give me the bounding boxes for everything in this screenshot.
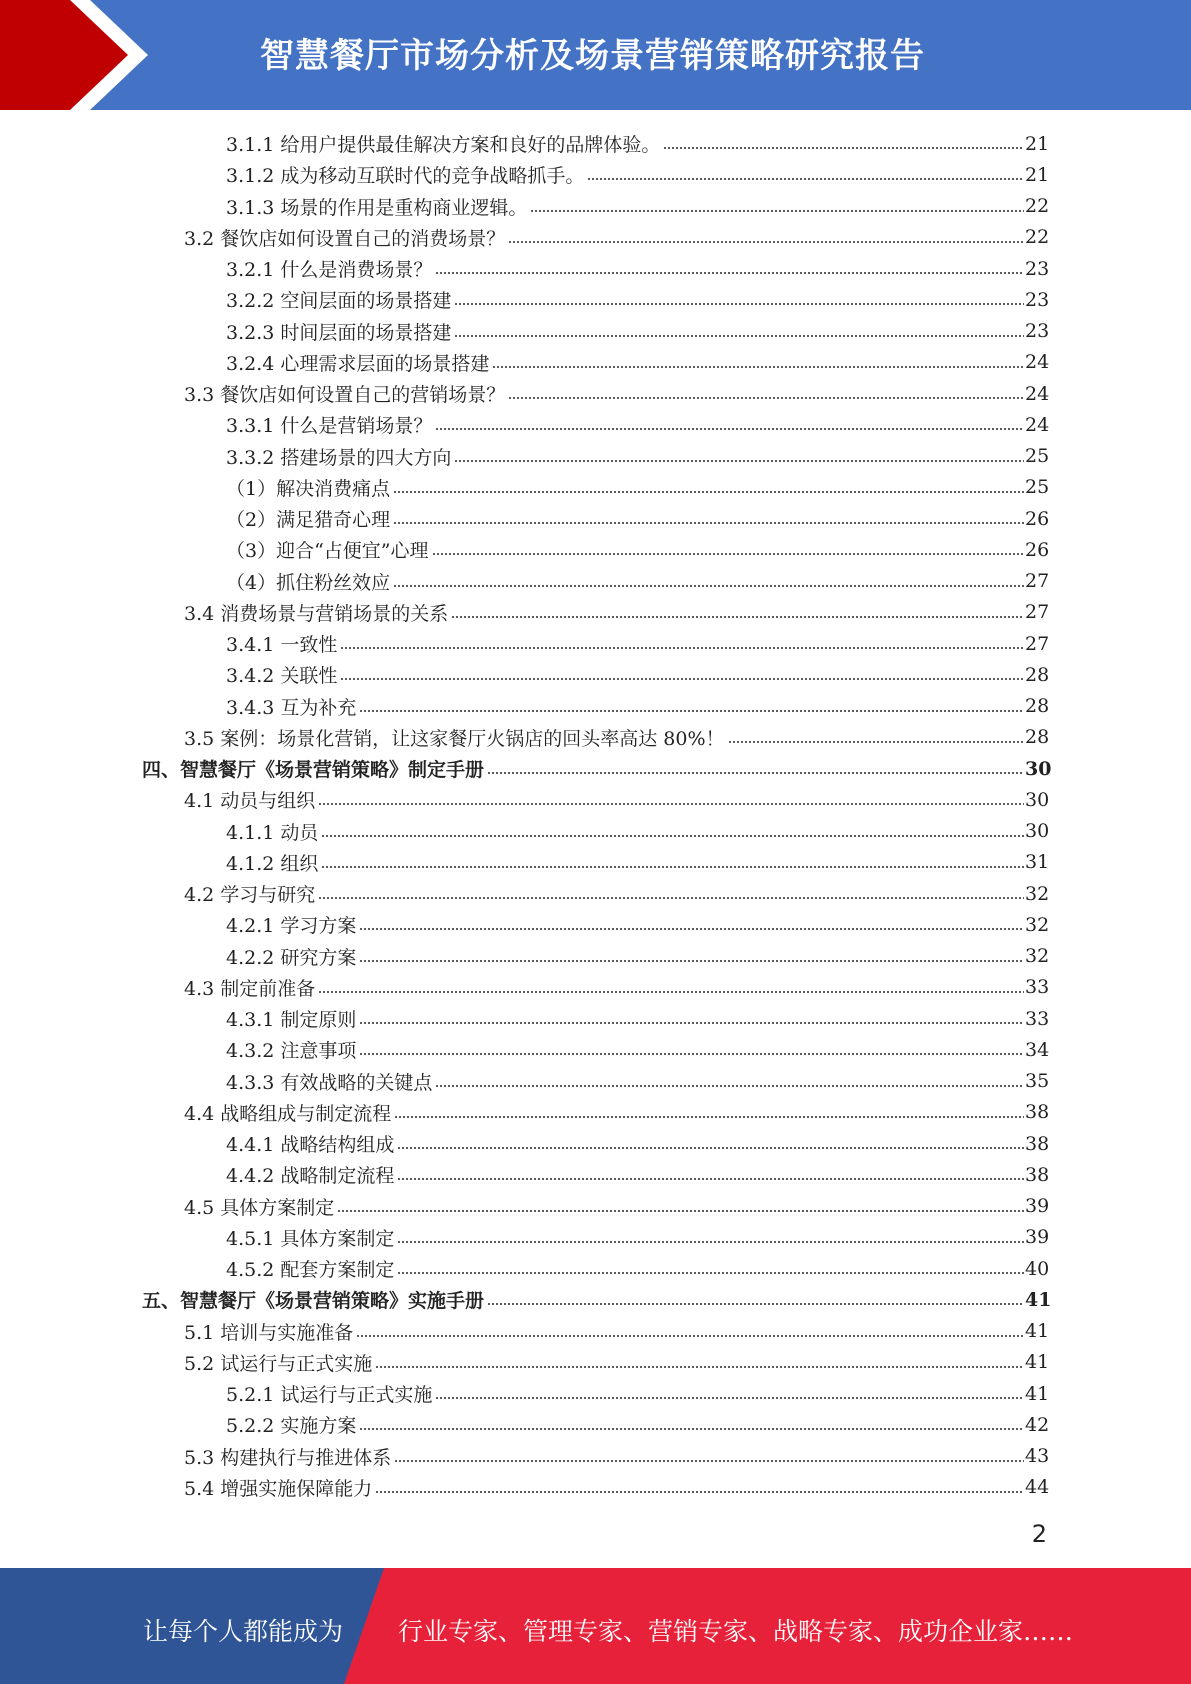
toc-entry-title: （4）抓住粉丝效应	[226, 571, 391, 594]
toc-dot-leader	[359, 1021, 1024, 1025]
toc-entry-title: 3.4.3 互为补充	[226, 696, 357, 719]
toc-entry-title: 4.1 动员与组织	[184, 790, 316, 813]
toc-entry[interactable]	[0, 597, 1049, 628]
page-header	[0, 0, 1191, 110]
toc-entry-page: 24	[1025, 413, 1050, 436]
toc-entry-title: 4.4.1 战略结构组成	[226, 1134, 395, 1157]
toc-entry-page: 25	[1025, 476, 1050, 499]
toc-entry[interactable]	[0, 222, 1049, 253]
toc-entry[interactable]	[0, 1128, 1049, 1159]
toc-entry[interactable]	[0, 347, 1049, 378]
toc-entry-title: 3.2.4 心理需求层面的场景搭建	[226, 352, 490, 375]
toc-entry-title: 4.3.3 有效战略的关键点	[226, 1071, 433, 1094]
toc-entry-page: 39	[1025, 1226, 1050, 1249]
toc-dot-leader	[454, 334, 1024, 338]
toc-entry-page: 31	[1025, 851, 1050, 874]
toc-entry-page: 28	[1025, 695, 1050, 718]
toc-dot-leader	[359, 959, 1024, 963]
toc-entry-title: 5.4 增强实施保障能力	[184, 1477, 373, 1500]
toc-entry-title: 3.2.3 时间层面的场景搭建	[226, 321, 452, 344]
toc-entry[interactable]	[0, 191, 1049, 222]
toc-entry-page: 26	[1025, 538, 1050, 561]
toc-dot-leader	[340, 646, 1024, 650]
toc-dot-leader	[394, 1115, 1024, 1119]
toc-entry-page: 32	[1025, 945, 1050, 968]
toc-entry-title: 四、智慧餐厅《场景营销策略》制定手册	[142, 759, 485, 782]
toc-entry[interactable]	[0, 128, 1049, 159]
toc-entry-page: 42	[1025, 1413, 1050, 1436]
toc-entry-title: （3）迎合“占便宜”心理	[226, 540, 429, 563]
toc-entry-page: 41	[1025, 1320, 1050, 1343]
toc-entry-title: 5.2.1 试运行与正式实施	[226, 1384, 433, 1407]
toc-entry-title: 3.4 消费场景与营销场景的关系	[184, 602, 449, 625]
toc-entry-page: 27	[1025, 570, 1050, 593]
toc-entry-title: 4.3.1 制定原则	[226, 1009, 357, 1032]
toc-dot-leader	[454, 302, 1024, 306]
toc-entry-title: 4.3 制定前准备	[184, 977, 316, 1000]
toc-dot-leader	[432, 552, 1024, 556]
toc-entry-page: 38	[1025, 1132, 1050, 1155]
toc-entry[interactable]	[0, 847, 1049, 878]
toc-entry-title: 4.1.1 动员	[226, 821, 319, 844]
toc-entry-title: 3.2.2 空间层面的场景搭建	[226, 290, 452, 313]
toc-entry-title: 4.5.1 具体方案制定	[226, 1227, 395, 1250]
toc-entry[interactable]	[0, 1003, 1049, 1034]
toc-entry[interactable]	[0, 409, 1049, 440]
toc-entry-page: 23	[1025, 257, 1050, 280]
toc-entry[interactable]	[0, 628, 1049, 659]
toc-entry[interactable]	[0, 566, 1049, 597]
toc-entry[interactable]	[0, 316, 1049, 347]
toc-entry-title: 3.1.1 给用户提供最佳解决方案和良好的品牌体验。	[226, 134, 661, 157]
toc-entry-title: 4.1.2 组织	[226, 852, 319, 875]
toc-dot-leader	[375, 1490, 1024, 1494]
toc-entry[interactable]	[0, 816, 1049, 847]
toc-entry[interactable]	[0, 753, 1052, 784]
toc-entry-title: 3.2 餐饮店如何设置自己的消费场景？	[184, 227, 506, 250]
toc-entry-page: 41	[1025, 1288, 1052, 1311]
toc-entry-page: 35	[1025, 1070, 1050, 1093]
toc-entry-page: 24	[1025, 382, 1050, 405]
toc-entry[interactable]	[0, 909, 1049, 940]
toc-entry-title: 3.1.3 场景的作用是重构商业逻辑。	[226, 196, 528, 219]
toc-dot-leader	[663, 146, 1024, 150]
toc-entry[interactable]	[0, 284, 1049, 315]
toc-entry[interactable]	[0, 784, 1049, 815]
table-of-contents	[0, 128, 1191, 1503]
toc-dot-leader	[487, 1302, 1024, 1306]
toc-entry[interactable]	[0, 1347, 1049, 1378]
toc-entry-title: 4.2.2 研究方案	[226, 946, 357, 969]
toc-entry-title: 5.2.2 实施方案	[226, 1415, 357, 1438]
toc-dot-leader	[508, 396, 1024, 400]
toc-entry-page: 28	[1025, 663, 1050, 686]
toc-dot-leader	[337, 1209, 1024, 1213]
toc-entry-page: 39	[1025, 1195, 1050, 1218]
toc-entry-title: 4.2 学习与研究	[184, 884, 316, 907]
toc-entry[interactable]	[0, 1472, 1049, 1503]
toc-dot-leader	[393, 521, 1024, 525]
toc-entry-page: 26	[1025, 507, 1050, 530]
toc-entry-page: 44	[1025, 1476, 1050, 1499]
toc-dot-leader	[530, 209, 1024, 213]
toc-entry-page: 22	[1025, 226, 1050, 249]
toc-entry-title: 3.3.2 搭建场景的四大方向	[226, 446, 452, 469]
toc-entry-page: 38	[1025, 1101, 1050, 1124]
toc-dot-leader	[359, 709, 1024, 713]
toc-entry-page: 30	[1025, 757, 1052, 780]
toc-entry[interactable]	[0, 1222, 1049, 1253]
toc-entry[interactable]	[0, 253, 1049, 284]
toc-entry[interactable]	[0, 1409, 1049, 1440]
toc-dot-leader	[321, 834, 1024, 838]
toc-dot-leader	[318, 802, 1024, 806]
toc-entry-title: 3.3 餐饮店如何设置自己的营销场景？	[184, 384, 506, 407]
page-footer	[0, 1568, 1191, 1684]
toc-dot-leader	[340, 677, 1024, 681]
toc-entry[interactable]	[0, 659, 1049, 690]
toc-entry-page: 28	[1025, 726, 1050, 749]
toc-entry[interactable]	[0, 159, 1049, 190]
toc-dot-leader	[359, 1052, 1024, 1056]
toc-entry[interactable]	[0, 1066, 1049, 1097]
toc-entry[interactable]	[0, 1253, 1049, 1284]
toc-entry-title: （1）解决消费痛点	[226, 477, 391, 500]
toc-entry-title: 5.1 培训与实施准备	[184, 1321, 354, 1344]
toc-entry[interactable]	[0, 722, 1049, 753]
toc-entry-title: 3.4.1 一致性	[226, 634, 338, 657]
toc-entry-title: 3.5 案例：场景化营销，让这家餐厅火锅店的回头率高达 80%！	[184, 727, 725, 750]
toc-entry[interactable]	[0, 1441, 1049, 1472]
toc-entry-title: 3.1.2 成为移动互联时代的竞争战略抓手。	[226, 165, 585, 188]
toc-entry-page: 41	[1025, 1382, 1050, 1405]
toc-entry-title: 4.5.2 配套方案制定	[226, 1259, 395, 1282]
toc-dot-leader	[375, 1365, 1024, 1369]
toc-entry-page: 22	[1025, 195, 1050, 218]
toc-entry-title: 4.4.2 战略制定流程	[226, 1165, 395, 1188]
toc-dot-leader	[435, 271, 1024, 275]
toc-entry-page: 43	[1025, 1445, 1050, 1468]
toc-entry-page: 32	[1025, 913, 1050, 936]
toc-dot-leader	[435, 427, 1024, 431]
footer-slogan-right: 行业专家、管理专家、营销专家、战略专家、成功企业家……	[398, 1617, 1074, 1646]
toc-entry[interactable]	[0, 1097, 1049, 1128]
toc-entry-page: 30	[1025, 788, 1050, 811]
toc-dot-leader	[321, 865, 1024, 869]
toc-dot-leader	[394, 1459, 1024, 1463]
toc-entry[interactable]	[0, 1316, 1049, 1347]
toc-entry-title: 3.3.1 什么是营销场景？	[226, 415, 433, 438]
toc-dot-leader	[587, 177, 1024, 181]
toc-dot-leader	[397, 1271, 1024, 1275]
toc-entry[interactable]	[0, 941, 1049, 972]
toc-entry-title: 4.3.2 注意事项	[226, 1040, 357, 1063]
document-title: 智慧餐厅市场分析及场景营销策略研究报告	[260, 36, 925, 76]
toc-dot-leader	[397, 1146, 1024, 1150]
toc-entry-page: 21	[1025, 163, 1050, 186]
toc-entry-title: 3.2.1 什么是消费场景？	[226, 259, 433, 282]
toc-entry[interactable]	[0, 1034, 1049, 1065]
toc-entry[interactable]	[0, 378, 1049, 409]
toc-entry-page: 21	[1025, 132, 1050, 155]
toc-entry[interactable]	[0, 472, 1049, 503]
toc-entry[interactable]	[0, 441, 1049, 472]
toc-entry-page: 33	[1025, 976, 1050, 999]
toc-dot-leader	[397, 1177, 1024, 1181]
toc-entry-page: 30	[1025, 820, 1050, 843]
toc-dot-leader	[397, 1240, 1024, 1244]
toc-entry-title: 4.2.1 学习方案	[226, 915, 357, 938]
toc-entry-page: 23	[1025, 320, 1050, 343]
toc-entry-page: 34	[1025, 1038, 1050, 1061]
toc-entry-page: 33	[1025, 1007, 1050, 1030]
toc-dot-leader	[359, 1427, 1024, 1431]
toc-entry-page: 24	[1025, 351, 1050, 374]
toc-entry-page: 32	[1025, 882, 1050, 905]
toc-entry-page: 27	[1025, 632, 1050, 655]
footer-slogan-left: 让每个人都能成为	[143, 1617, 344, 1646]
toc-entry[interactable]	[0, 1159, 1049, 1190]
toc-dot-leader	[508, 240, 1024, 244]
toc-dot-leader	[728, 740, 1024, 744]
toc-entry[interactable]	[0, 691, 1049, 722]
toc-dot-leader	[435, 1084, 1024, 1088]
toc-dot-leader	[451, 615, 1024, 619]
toc-entry-page: 40	[1025, 1257, 1050, 1280]
toc-dot-leader	[356, 1334, 1024, 1338]
toc-entry-title: 4.5 具体方案制定	[184, 1196, 335, 1219]
toc-entry[interactable]	[0, 878, 1049, 909]
toc-dot-leader	[393, 490, 1024, 494]
toc-entry[interactable]	[0, 1378, 1049, 1409]
toc-dot-leader	[359, 927, 1024, 931]
toc-dot-leader	[318, 990, 1024, 994]
toc-entry[interactable]	[0, 972, 1049, 1003]
toc-entry-title: 5.3 构建执行与推进体系	[184, 1446, 392, 1469]
toc-entry-title: 3.4.2 关联性	[226, 665, 338, 688]
toc-entry-title: 五、智慧餐厅《场景营销策略》实施手册	[142, 1290, 485, 1313]
toc-dot-leader	[393, 584, 1024, 588]
toc-entry-page: 23	[1025, 288, 1050, 311]
toc-entry-page: 41	[1025, 1351, 1050, 1374]
toc-entry-page: 38	[1025, 1163, 1050, 1186]
toc-entry-page: 25	[1025, 445, 1050, 468]
toc-dot-leader	[435, 1396, 1024, 1400]
toc-dot-leader	[487, 771, 1024, 775]
toc-entry-page: 27	[1025, 601, 1050, 624]
toc-entry[interactable]	[0, 1191, 1049, 1222]
page-number: 2	[1031, 1520, 1047, 1548]
toc-entry-title: 4.4 战略组成与制定流程	[184, 1102, 392, 1125]
toc-entry[interactable]	[0, 1284, 1052, 1315]
toc-dot-leader	[492, 365, 1024, 369]
toc-entry-title: （2）满足猎奇心理	[226, 509, 391, 532]
toc-entry-title: 5.2 试运行与正式实施	[184, 1352, 373, 1375]
toc-dot-leader	[454, 459, 1024, 463]
toc-entry[interactable]	[0, 503, 1049, 534]
toc-entry[interactable]	[0, 534, 1049, 565]
toc-dot-leader	[318, 896, 1024, 900]
